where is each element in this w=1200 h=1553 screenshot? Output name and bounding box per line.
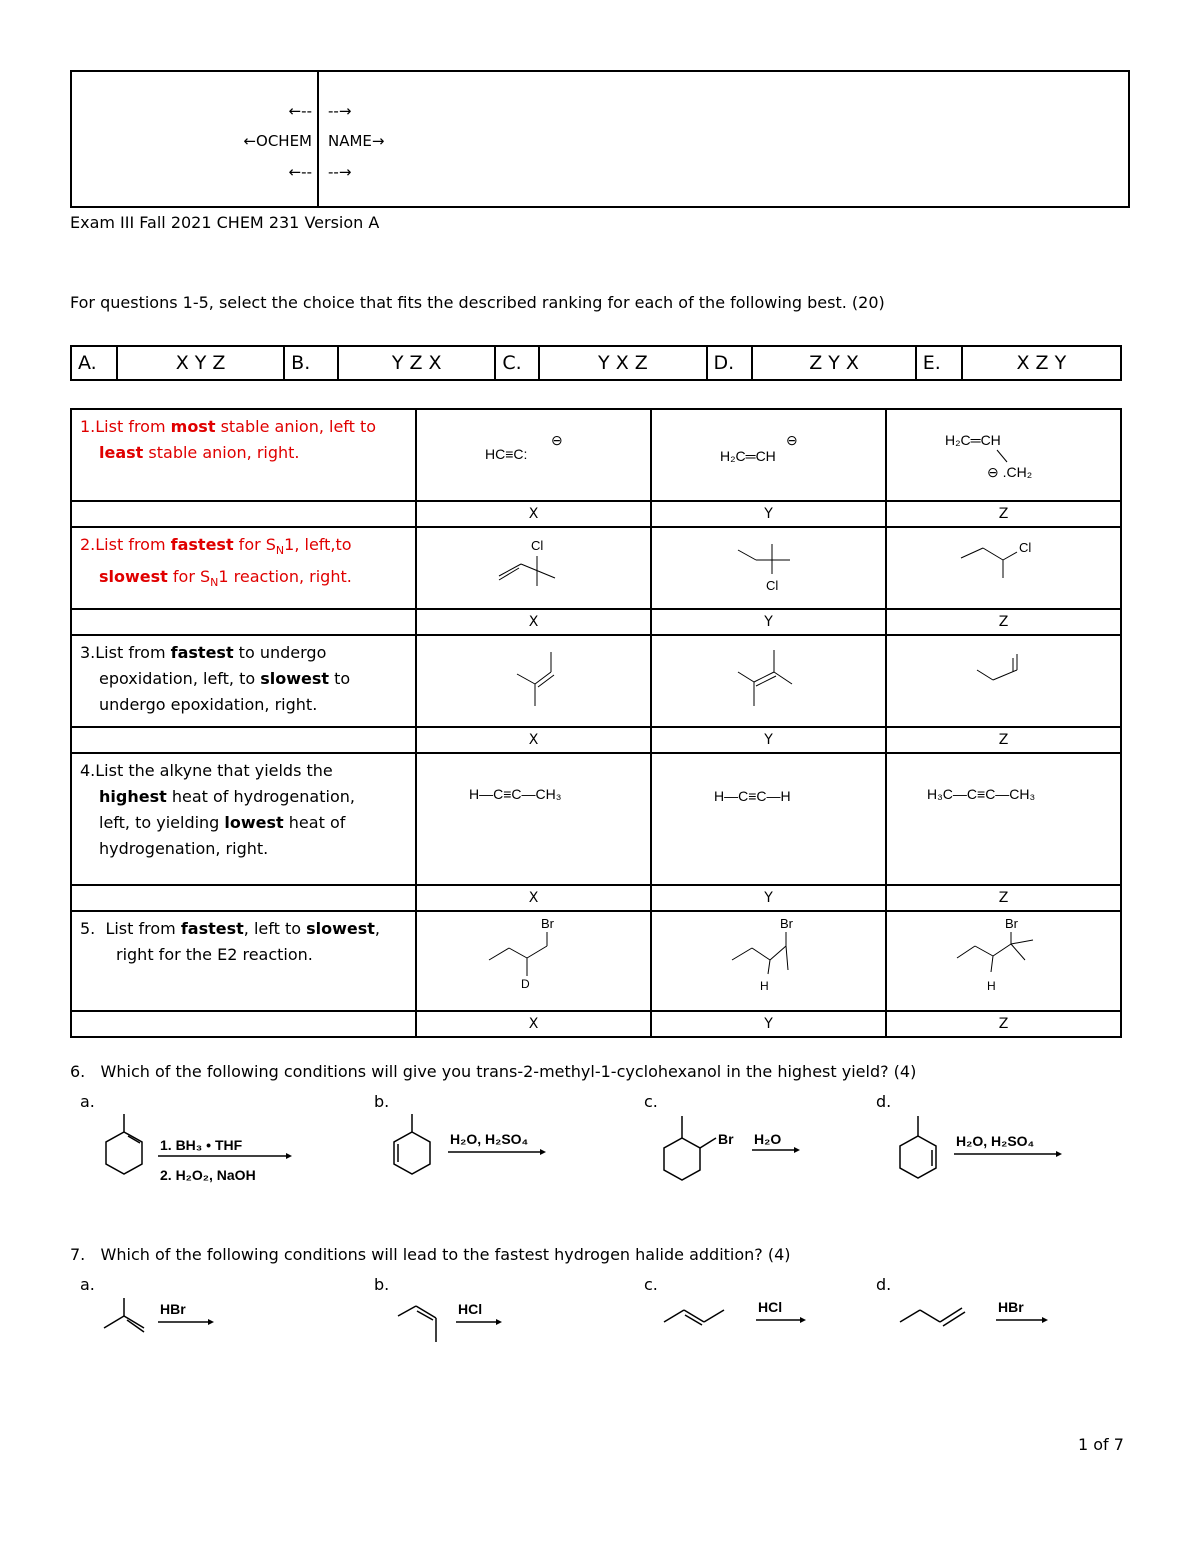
q6-option-b-label: b. xyxy=(374,1092,390,1111)
q2-molecule-z xyxy=(886,527,1121,609)
question-5-labels xyxy=(71,1011,1121,1037)
q7-option-a-reaction xyxy=(96,1292,226,1342)
q7-option-d-reaction xyxy=(896,1292,1056,1342)
label-y: Y xyxy=(651,727,886,753)
choice-b-order: Y Z X xyxy=(338,346,495,380)
label-x: X xyxy=(416,501,651,527)
svg-text:HCl: HCl xyxy=(758,1299,783,1315)
label-z: Z xyxy=(886,1011,1121,1037)
acetylene: H—C≡C—H xyxy=(714,788,791,804)
page-number: 1 of 7 xyxy=(1078,1435,1124,1454)
ranking-questions-table xyxy=(70,408,1122,1038)
name-box-divider xyxy=(317,72,319,206)
name-label: NAME→ xyxy=(328,132,385,150)
q5-molecule-z xyxy=(886,911,1121,1011)
svg-text:H₂O, H₂SO₄: H₂O, H₂SO₄ xyxy=(450,1131,529,1147)
q4-molecule-x xyxy=(416,753,651,885)
q1-molecule-z xyxy=(886,409,1121,501)
question-7-number: 7. xyxy=(70,1245,86,1264)
q3-molecule-x xyxy=(416,635,651,727)
question-1-text: 1.List from most stable anion, left to least stable anion, right. xyxy=(71,409,416,501)
choice-e-letter: E. xyxy=(916,346,962,380)
label-y: Y xyxy=(651,501,886,527)
q7-option-c-reaction xyxy=(660,1292,810,1342)
q6-option-d-label: d. xyxy=(876,1092,892,1111)
choice-a-order: X Y Z xyxy=(117,346,284,380)
svg-text:H₂O, H₂SO₄: H₂O, H₂SO₄ xyxy=(956,1133,1035,1149)
q7-option-b-label: b. xyxy=(374,1275,390,1294)
question-6-text: Which of the following conditions will give you trans-2-methyl-1-cyclohexanol in the highest yield? (4) xyxy=(100,1062,917,1081)
propyne: H—C≡C—CH₃ xyxy=(469,786,562,802)
svg-text:HCl: HCl xyxy=(458,1301,483,1317)
name-box xyxy=(70,70,1130,208)
q3-molecule-y xyxy=(651,635,886,727)
q6-option-a-reaction xyxy=(90,1110,300,1190)
svg-text:1. BH₃ • THF: 1. BH₃ • THF xyxy=(160,1137,243,1153)
q7-option-c-label: c. xyxy=(644,1275,658,1294)
question-3-row xyxy=(71,635,1121,727)
arrow-right-top: --→ xyxy=(328,102,352,120)
question-4-text: 4.List the alkyne that yields the highest heat of hydrogenation, left, to yielding lowest heat of hydrogenation, right. xyxy=(71,753,416,885)
question-4-labels xyxy=(71,885,1121,911)
allylic-chloride-structure xyxy=(417,528,650,604)
label-z: Z xyxy=(886,885,1121,911)
q7-option-b-reaction xyxy=(390,1292,520,1348)
question-2-labels xyxy=(71,609,1121,635)
2-butyne: H₃C—C≡C—CH₃ xyxy=(927,786,1036,802)
question-3-text: 3.List from fastest to undergo epoxidation, left, to slowest to undergo epoxidation, right. xyxy=(71,635,416,727)
svg-text:D: D xyxy=(521,977,530,991)
label-z: Z xyxy=(886,727,1121,753)
label-z: Z xyxy=(886,609,1121,635)
svg-text:HBr: HBr xyxy=(160,1301,186,1317)
q4-molecule-z xyxy=(886,753,1121,885)
negative-charge: ⊖ xyxy=(786,432,798,448)
arrow-left-bottom: ←-- xyxy=(288,163,312,181)
q5-molecule-x xyxy=(416,911,651,1011)
q3-molecule-z xyxy=(886,635,1121,727)
q6-option-b-reaction xyxy=(380,1110,560,1190)
question-2-text: 2.List from fastest for $S_N1$, left,to slowest for $S_N1$ reaction, right. xyxy=(71,527,416,609)
bromide-z-structure xyxy=(887,912,1120,1006)
choice-d-order: Z Y X xyxy=(752,346,915,380)
tertiary-chloride-structure xyxy=(652,528,885,604)
exam-title: Exam III Fall 2021 CHEM 231 Version A xyxy=(70,213,380,232)
q6-option-c-label: c. xyxy=(644,1092,658,1111)
choice-c-letter: C. xyxy=(495,346,539,380)
label-y: Y xyxy=(651,885,886,911)
question-5-text: 5. List from fastest, left to slowest, right for the E2 reaction. xyxy=(71,911,416,1011)
arrow-left-top: ←-- xyxy=(288,102,312,120)
question-6-number: 6. xyxy=(70,1062,86,1081)
svg-text:Br: Br xyxy=(780,916,793,931)
question-6 xyxy=(70,1062,916,1081)
label-x: X xyxy=(416,885,651,911)
svg-text:H₂O: H₂O xyxy=(754,1131,782,1147)
question-7 xyxy=(70,1245,791,1264)
q6-option-d-reaction xyxy=(880,1110,1080,1190)
svg-text:HBr: HBr xyxy=(998,1299,1024,1315)
q2-molecule-x xyxy=(416,527,651,609)
choice-d-letter: D. xyxy=(707,346,753,380)
svg-text:2. H₂O₂, NaOH: 2. H₂O₂, NaOH xyxy=(160,1167,256,1183)
label-z: Z xyxy=(886,501,1121,527)
label-x: X xyxy=(416,609,651,635)
q4-molecule-y xyxy=(651,753,886,885)
choice-b-letter: B. xyxy=(284,346,338,380)
instructions: For questions 1-5, select the choice that fits the described ranking for each of the following best. (20) xyxy=(70,293,885,312)
q1-molecule-y xyxy=(651,409,886,501)
question-1-row xyxy=(71,409,1121,501)
negative-charge: ⊖ xyxy=(551,432,563,448)
arrow-right-bottom: --→ xyxy=(328,163,352,181)
q1-molecule-x xyxy=(416,409,651,501)
q6-option-c-reaction xyxy=(650,1110,810,1190)
answer-choices xyxy=(70,345,1122,381)
allyl-anion-bottom: ⊖ .CH₂ xyxy=(987,464,1033,480)
question-4-row xyxy=(71,753,1121,885)
svg-text:H: H xyxy=(987,979,996,993)
q2-molecule-y xyxy=(651,527,886,609)
svg-text:Br: Br xyxy=(718,1131,734,1147)
allyl-anion-top: H₂C═CH xyxy=(945,432,1001,448)
vinyl-anion: H₂C═CH xyxy=(720,448,776,464)
question-7-text: Which of the following conditions will lead to the fastest hydrogen halide addition? (4) xyxy=(100,1245,791,1264)
ochem-label: ←OCHEM xyxy=(243,132,312,150)
bromide-x-structure xyxy=(417,912,650,1006)
choice-e-order: X Z Y xyxy=(962,346,1121,380)
question-3-labels xyxy=(71,727,1121,753)
tetrasubstituted-alkene-structure xyxy=(652,636,885,722)
question-2-row xyxy=(71,527,1121,609)
q6-option-a-label: a. xyxy=(80,1092,95,1111)
disubstituted-alkene-structure xyxy=(887,636,1120,722)
q7-option-a-label: a. xyxy=(80,1275,95,1294)
q5-molecule-y xyxy=(651,911,886,1011)
svg-text:Br: Br xyxy=(541,916,554,931)
svg-text:Cl: Cl xyxy=(531,538,544,553)
label-x: X xyxy=(416,727,651,753)
svg-text:H: H xyxy=(760,979,769,993)
question-1-labels xyxy=(71,501,1121,527)
svg-text:Cl: Cl xyxy=(766,578,779,593)
label-y: Y xyxy=(651,609,886,635)
label-x: X xyxy=(416,1011,651,1037)
secondary-chloride-structure xyxy=(887,528,1120,604)
bromide-y-structure xyxy=(652,912,885,1006)
acetylide-anion: HC≡C: xyxy=(485,446,528,462)
svg-text:Br: Br xyxy=(1005,916,1018,931)
svg-text:Cl: Cl xyxy=(1019,540,1032,555)
q7-option-d-label: d. xyxy=(876,1275,892,1294)
label-y: Y xyxy=(651,1011,886,1037)
choice-c-order: Y X Z xyxy=(539,346,706,380)
trisubstituted-alkene-structure xyxy=(417,636,650,722)
choice-a-letter: A. xyxy=(71,346,117,380)
question-5-row xyxy=(71,911,1121,1011)
